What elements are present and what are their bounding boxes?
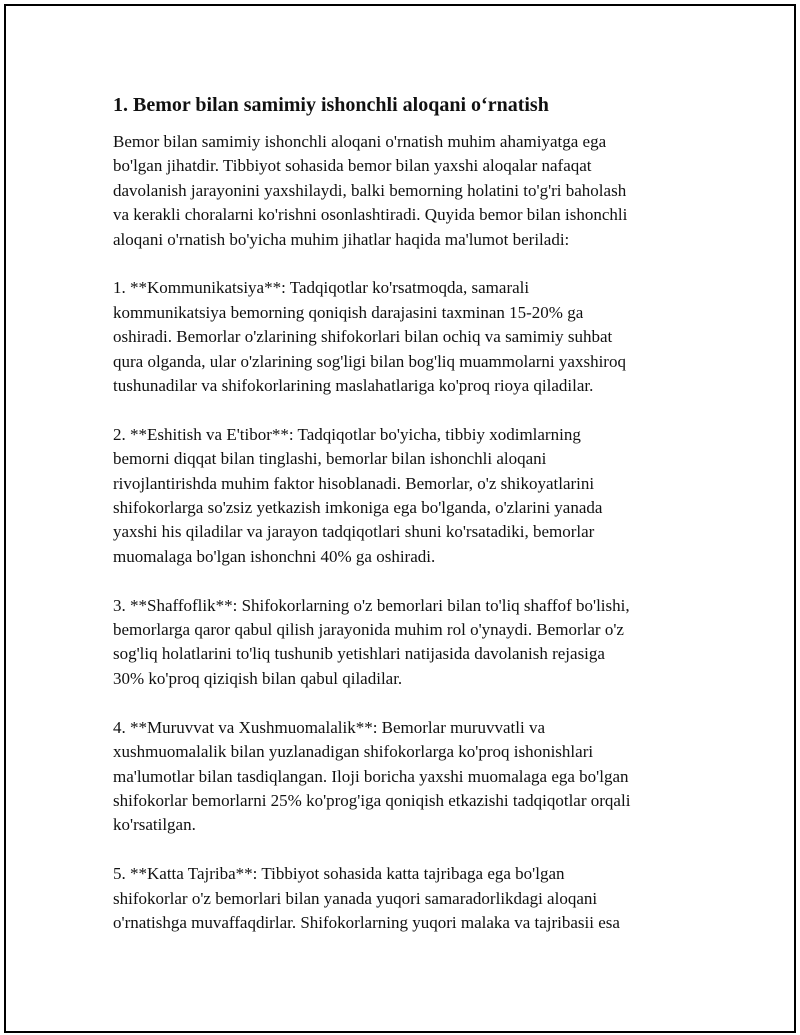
paragraph-muruvvat: 4. **Muruvvat va Xushmuomalalik**: Bemorlar muruvvatli va xushmuomalalik bilan yuzlanadigan shifokorlarga ko'proq ishonishlari ma'lumotlar bilan tasdiqlangan. Iloji boricha yaxshi muomalaga ega bo'lgan shifokorlar bemorlarni 25% ko'prog'iga qoniqish etkazishi tadqiqotlar orqali ko'rsatilgan. (113, 717, 631, 835)
paragraph-katta-tajriba: 5. **Katta Tajriba**: Tibbiyot sohasida katta tajribaga ega bo'lgan shifokorlar o'z bemorlari bilan yanada yuqori samaradorlikdagi aloqani o'rnatishga muvaffaqdirlar. Shifokorlarning yuqori malaka va tajribasii esa (113, 864, 620, 932)
paragraph-eshitish: 2. **Eshitish va E'tibor**: Tadqiqotlar bo'yicha, tibbiy xodimlarning bemorni diqqat bilan tinglashi, bemorlar bilan ishonchli aloqani rivojlantirishda muhim faktor hisoblanadi. Bemorlar, o'z shikoyatlarini shifokorlarga so'zsiz yetkazish imkoniga ega bo'lganda, o'zlarini yanada yaxshi his qiladilar va jarayon tadqiqotlari shuni ko'rsatadiki, bemorlar muomalaga bo'lgan ishonchni 40% ga oshiradi. (113, 424, 603, 566)
paragraph-shaffoflik: 3. **Shaffoflik**: Shifokorlarning o'z bemorlari bilan to'liq shaffof bo'lishi, bemorlarga qaror qabul qilish jarayonida muhim rol o'ynaydi. Bemorlar o'z sog'liq holatlarini to'liq tushunib yetishlari natijasida davolanish rejasiga 30% ko'proq qiziqish bilan qabul qiladilar. (113, 595, 630, 688)
document-body (113, 92, 713, 960)
intro-paragraph: Bemor bilan samimiy ishonchli aloqani o'rnatish muhim ahamiyatga ega bo'lgan jihatdir. Tibbiyot sohasida bemor bilan yaxshi aloqalar nafaqat davolanish jarayonini yaxshilaydi, balki bemorning holatini to'g'ri baholash va kerakli choralarni ko'rishni osonlashtiradi. Quyida bemor bilan ishonchli aloqani o'rnatish bo'yicha muhim jihatlar haqida ma'lumot beriladi: (113, 132, 628, 249)
paragraph-kommunikatsiya: 1. **Kommunikatsiya**: Tadqiqotlar ko'rsatmoqda, samarali kommunikatsiya bemorning qoniqish darajasini taxminan 15-20% ga oshiradi. Bemorlar o'zlarining shifokorlari bilan ochiq va samimiy suhbat qura olganda, ular o'zlarining sog'ligi bilan bog'liq muammolarni yaxshiroq tushunadilar va shifokorlarining maslahatlariga ko'proq rioya qiladilar. (113, 278, 626, 396)
section-heading: 1. Bemor bilan samimiy ishonchli aloqani o‘rnatish (113, 94, 549, 116)
